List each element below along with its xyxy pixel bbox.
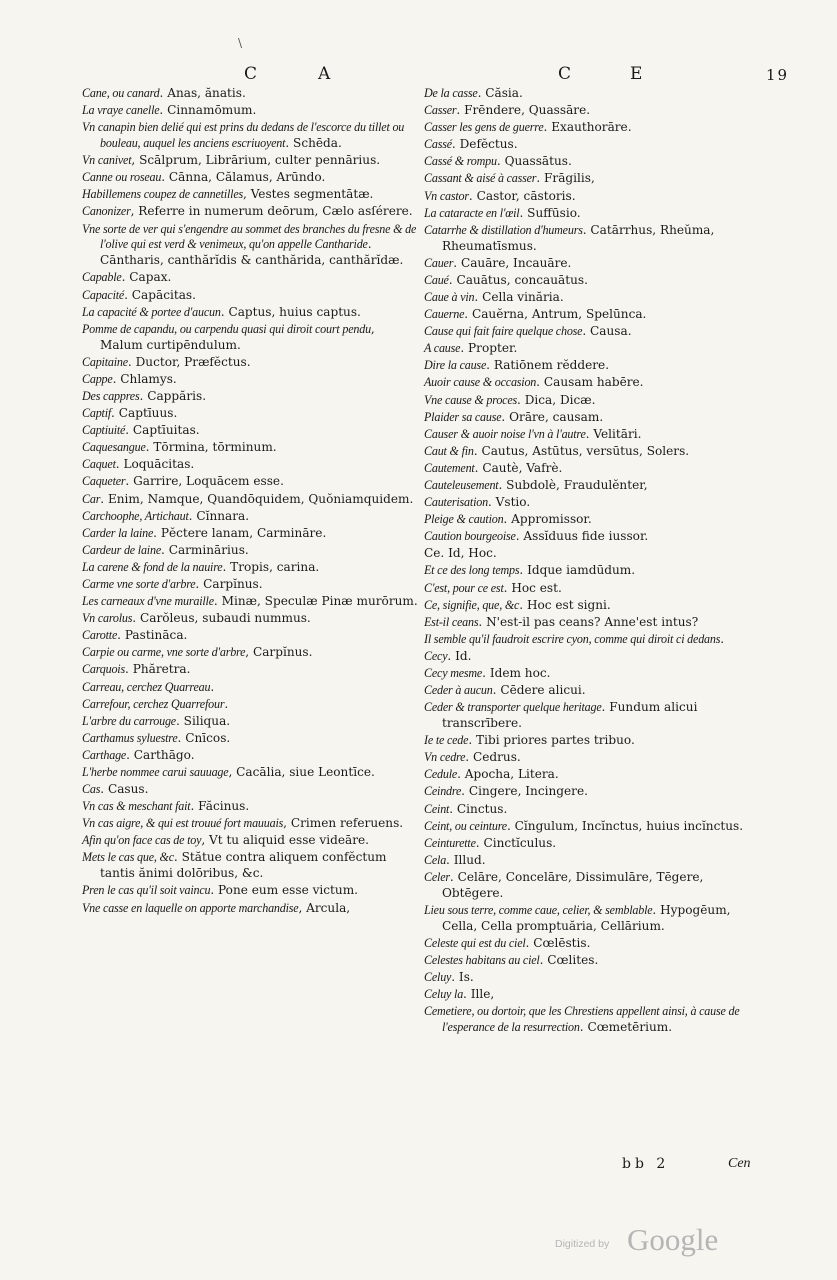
dictionary-entry: Cauterisation. Vstio. (424, 495, 531, 510)
header-letter: C (244, 64, 260, 84)
dictionary-entry: De la casse. Căsia. (424, 86, 523, 100)
latin-gloss: . Stătue contra aliquem confĕctum tantis ănimi dolōribus, &c. (100, 850, 387, 881)
french-term: Celuy la (424, 987, 464, 1002)
french-term: Vn carolus (82, 611, 133, 626)
french-term: Carthage (82, 747, 127, 762)
latin-gloss: Captus, huius captus. (228, 304, 361, 319)
watermark-prefix: Digitized by (555, 1238, 610, 1250)
dictionary-entry: Cassant & aisé à casser. Frāgilis, (424, 171, 595, 186)
latin-gloss: . (720, 631, 725, 646)
latin-gloss: Tibi priores partes tribuo. (476, 733, 635, 748)
dictionary-entry: Est-il ceans. N'est-il pas ceans? Anne'est intus? (424, 614, 699, 629)
french-term: Capitaine (82, 354, 128, 369)
latin-gloss: Id. (455, 648, 472, 663)
latin-gloss: Idque iamdūdum. (527, 563, 636, 578)
dictionary-entry: Ceder & transporter quelque heritage. Fundum alicui transcrībere. (424, 700, 698, 731)
catchword: Cen (728, 1156, 751, 1171)
french-term: Des cappres (82, 388, 140, 403)
french-term: Vne casse en laquelle on apporte marchandise (82, 900, 299, 915)
latin-gloss: Căsia. (485, 86, 523, 100)
french-term: Vn cas & meschant fait (82, 799, 191, 814)
latin-gloss: Captīuus. (118, 406, 178, 421)
latin-gloss: Tōrmina, tōrminum. (153, 440, 277, 455)
latin-gloss: Carthāgo. (133, 747, 195, 762)
french-term: Caué (424, 272, 449, 287)
dictionary-entry: La vraye canelle. Cinnamōmum. (82, 103, 257, 118)
dictionary-entry: Les carneaux d'vne muraille. Minæ, Speculæ Pinæ murōrum. (82, 594, 418, 609)
latin-gloss: Cĭngulum, Incĭnctus, huius incĭnctus. (514, 818, 744, 833)
french-term: Cassé (424, 137, 452, 152)
dictionary-entry: Ceint, ou ceinture. Cĭngulum, Incĭnctus, huius incĭnctus. (424, 818, 744, 833)
dictionary-entry: Canne ou roseau. Cānna, Călamus, Arūndo. (82, 170, 326, 185)
dictionary-entry: Celer. Celāre, Concelāre, Dissimulāre, Tēgere, Obtēgere. (424, 869, 704, 900)
page-number: 19 (766, 66, 790, 84)
french-term: Habillemens coupez de cannetilles (82, 187, 243, 202)
dictionary-entry: Dire la cause. Ratiōnem rĕddere. (424, 358, 610, 373)
french-term: Carchoophe, Artichaut (82, 508, 189, 523)
google-watermark (555, 1222, 755, 1262)
left-column (82, 86, 420, 918)
latin-gloss: Cinnamōmum. (167, 103, 257, 118)
dictionary-entry: Ie te cede. Tibi priores partes tribuo. (424, 733, 635, 748)
french-term: Et ce des long temps (424, 563, 520, 578)
french-term: Carder la laine (82, 525, 154, 540)
latin-gloss: Schēda. (293, 136, 342, 151)
french-term: Captif (82, 406, 112, 421)
french-term: La cataracte en l'œil (424, 205, 520, 220)
dictionary-entry: Carder la laine. Pĕctere lanam, Carmināre. (82, 525, 327, 540)
french-term: L'herbe nommee carui sauuage (82, 765, 229, 779)
dictionary-entry: Carquois. Phăretra. (82, 662, 191, 677)
dictionary-entry (82, 850, 420, 882)
french-term: Canne ou roseau (82, 170, 162, 185)
latin-gloss: Siliqua. (183, 713, 231, 728)
dictionary-entry: Caué. Cauātus, concauātus. (424, 272, 588, 287)
latin-gloss: Ce. Id, Hoc. (424, 546, 497, 561)
latin-gloss: Ratiōnem rĕddere. (493, 358, 610, 373)
latin-gloss: Appromissor. (511, 512, 592, 527)
french-term: Ceder & transporter quelque heritage (424, 700, 602, 715)
dictionary-entry (82, 765, 420, 781)
dictionary-entry: Celestes habitans au ciel. Cœlites. (424, 953, 599, 968)
dictionary-entry: Caution bourgeoise. Assĭduus fide iussor. (424, 529, 649, 544)
latin-gloss: Celāre, Concelāre, Dissimulāre, Tēgere, Obtēgere. (442, 869, 704, 900)
latin-gloss: Cautus, Astūtus, versūtus, Solers. (481, 443, 690, 458)
latin-gloss: Causa. (590, 324, 632, 339)
french-term: Caquesangue (82, 440, 146, 455)
dictionary-entry: Carchoophe, Artichaut. Cĭnnara. (82, 508, 250, 523)
dictionary-entry: Caue à vin. Cella vinăria. (424, 289, 564, 304)
dictionary-entry: Cedule. Apocha, Litera. (424, 767, 559, 782)
french-term: Casser (424, 103, 457, 118)
latin-gloss: Idem hoc. (489, 666, 551, 680)
dictionary-entry: A cause. Propter. (424, 341, 518, 356)
french-term: Causer & auoir noise l'vn à l'autre (424, 426, 586, 441)
french-term: Pleige & caution (424, 512, 504, 527)
french-term: L'arbre du carrouge (82, 713, 176, 728)
french-term: Est-il ceans (424, 614, 479, 629)
french-term: Cecy mesme (424, 666, 483, 680)
dictionary-entry (424, 120, 762, 136)
dictionary-entry (82, 153, 420, 169)
latin-gloss: Apocha, Litera. (464, 767, 559, 782)
french-term: Capacité (82, 287, 125, 302)
latin-gloss: Causam habēre. (543, 375, 644, 390)
dictionary-entry: Capable. Capax. (82, 270, 172, 285)
french-term: Caution bourgeoise (424, 529, 516, 544)
french-term: Cas (82, 782, 101, 797)
latin-gloss: Ille, (470, 987, 495, 1002)
latin-gloss: Quassātus. (504, 154, 572, 169)
latin-gloss: Pastināca. (124, 628, 188, 643)
french-term: La carene & fond de la nauire (82, 559, 223, 574)
latin-gloss: Cappăris. (147, 388, 207, 403)
french-term: Cauerne (424, 307, 465, 322)
latin-gloss: Capax. (129, 270, 172, 285)
french-term: Carme vne sorte d'arbre (82, 576, 196, 591)
latin-gloss: Cauātus, concauātus. (456, 272, 588, 287)
french-term: Celestes habitans au ciel (424, 953, 540, 968)
latin-gloss: , Scālprum, Librārium, culter pennārius. (131, 153, 381, 168)
dictionary-entry: Cappe. Chlamys. (82, 371, 177, 386)
header-letter: E (630, 64, 645, 84)
french-term: Cauterisation (424, 495, 488, 510)
dictionary-entry (82, 816, 420, 832)
dictionary-entry: Cardeur de laine. Carminārius. (82, 542, 249, 557)
dictionary-entry (82, 697, 420, 713)
latin-gloss: Făcinus. (198, 799, 250, 814)
french-term: Les carneaux d'vne muraille (82, 594, 214, 609)
latin-gloss: Carpĭnus. (203, 576, 263, 591)
french-term: Catarrhe & distillation d'humeurs (424, 222, 583, 237)
latin-gloss: Suffūsio. (527, 205, 581, 220)
dictionary-entry: Cauer. Cauāre, Incauāre. (424, 255, 572, 270)
dictionary-entry (82, 204, 420, 220)
french-term: La vraye canelle (82, 103, 160, 118)
latin-gloss: Cēdere alicui. (500, 683, 586, 698)
dictionary-entry: Cemetiere, ou dortoir, que les Chrestiens appellent ainsi, à cause de l'esperance de la resurrection. Cœmetērium. (424, 1004, 740, 1035)
latin-gloss: . (224, 696, 229, 711)
dictionary-entry: La carene & fond de la nauire. Tropis, carina. (82, 559, 320, 574)
french-term: Cecy (424, 648, 448, 663)
latin-gloss: Carŏleus, subaudi nummus. (140, 611, 311, 626)
latin-gloss: Cānna, Călamus, Arūndo. (168, 170, 326, 185)
dictionary-entry (82, 322, 420, 354)
dictionary-entry: Vn castor. Castor, cāstoris. (424, 188, 576, 203)
french-term: Carreau, cerchez Quarreau (82, 679, 211, 694)
dictionary-entry: Casser. Frēndere, Quassāre. (424, 103, 591, 118)
dictionary-entry: Vne cause & proces. Dica, Dicæ. (424, 392, 596, 407)
dictionary-entry: Capacité. Capācitas. (82, 287, 196, 302)
french-term: Ceder à aucun (424, 683, 493, 698)
dictionary-entry: Et ce des long temps. Idque iamdūdum. (424, 563, 636, 578)
dictionary-entry: Cela. Illud. (424, 852, 486, 867)
google-logo: Google (627, 1222, 719, 1257)
dictionary-entry: La cataracte en l'œil. Suffūsio. (424, 205, 581, 220)
french-term: Vn cas aigre, & qui est trouué fort mauuais (82, 816, 284, 831)
french-term: Plaider sa cause (424, 409, 502, 424)
french-term: Mets le cas que, &c (82, 850, 174, 865)
french-term: Casser les gens de guerre (424, 120, 544, 135)
french-term: Carrefour, cerchez Quarrefour (82, 696, 225, 711)
french-term: Carotte (82, 628, 118, 643)
french-term: Ceint, ou ceinture (424, 818, 507, 833)
dictionary-entry: Vn carolus. Carŏleus, subaudi nummus. (82, 611, 311, 626)
latin-gloss: Cœlēstis. (533, 935, 591, 950)
latin-gloss: Dica, Dicæ. (524, 392, 596, 407)
french-term: Cautement (424, 460, 475, 475)
french-term: Celuy (424, 970, 452, 985)
french-term: Ceint (424, 801, 450, 816)
french-term: Ie te cede (424, 733, 469, 748)
latin-gloss: Cinctus. (456, 801, 508, 816)
french-term: Canonizer (82, 204, 131, 219)
right-column (424, 86, 762, 1037)
latin-gloss: Vstio. (495, 495, 531, 510)
dictionary-entry: Plaider sa cause. Orāre, causam. (424, 409, 604, 424)
latin-gloss: Propter. (468, 341, 518, 356)
latin-gloss: Garrire, Loquācem esse. (133, 474, 284, 489)
latin-gloss: Pĕctere lanam, Carmināre. (160, 525, 327, 540)
french-term: C'est, pour ce est (424, 580, 504, 595)
signature-mark: bb 2 (622, 1156, 670, 1172)
latin-gloss: Cella vinăria. (482, 289, 564, 304)
dictionary-entry: Vne sorte de ver qui s'engendre au sommet des branches du fresne & de l'olive qui est verd & venimeux, qu'on appelle Cantharide. Cāntharis, canthărĭdis & canthărida, canthărĭdæ. (82, 221, 417, 268)
latin-gloss: Cœmetērium. (587, 1020, 673, 1035)
dictionary-entry: Ceinturette. Cinctĭculus. (424, 835, 557, 850)
french-term: Cappe (82, 371, 113, 386)
latin-gloss: Orāre, causam. (509, 409, 604, 424)
latin-gloss: . Pone eum esse victum. (210, 883, 359, 898)
latin-gloss: Cœlites. (547, 953, 599, 968)
french-term: Cauteleusement (424, 477, 499, 492)
header-letter: A (318, 64, 333, 84)
latin-gloss: Hypogēum, Cella, Cella promptuăria, Cellārium. (442, 902, 731, 933)
running-header (0, 64, 837, 86)
dictionary-entry: Captiuité. Captīuitas. (82, 423, 200, 438)
dictionary-entry: L'arbre du carrouge. Siliqua. (82, 713, 231, 728)
latin-gloss: , Vt tu aliquid esse videāre. (201, 833, 370, 848)
dictionary-entry: Celuy la. Ille, (424, 987, 495, 1002)
dictionary-entry: Caqueter. Garrire, Loquācem esse. (82, 474, 284, 489)
header-letter: C (558, 64, 574, 84)
french-term: Ce, signifie, que, &c (424, 597, 520, 612)
latin-gloss: Frēndere, Quassāre. (464, 103, 591, 118)
latin-gloss: Cedrus. (472, 750, 521, 765)
latin-gloss: Cinctĭculus. (483, 835, 557, 850)
dictionary-entry: Celeste qui est du ciel. Cœlēstis. (424, 935, 591, 950)
french-term: Ceindre (424, 784, 462, 799)
dictionary-entry: Carme vne sorte d'arbre. Carpĭnus. (82, 576, 263, 591)
latin-gloss: , Carpĭnus. (245, 645, 313, 660)
latin-gloss: . Exauthorāre. (543, 120, 632, 135)
latin-gloss: , Crimen referuens. (283, 816, 404, 831)
page-mark: \ (238, 36, 243, 50)
french-term: Cauer (424, 255, 454, 270)
latin-gloss: Cāntharis, canthărĭdis & canthărida, canthărĭdæ. (100, 253, 404, 268)
french-term: Ceinturette (424, 835, 476, 850)
dictionary-entry: Pleige & caution. Appromissor. (424, 512, 592, 527)
french-term: Caue à vin (424, 289, 475, 304)
dictionary-entry: Cassé. Defĕctus. (424, 137, 518, 152)
dictionary-entry: Des cappres. Cappăris. (82, 388, 207, 403)
latin-gloss: Minæ, Speculæ Pinæ murōrum. (221, 594, 418, 609)
latin-gloss: Cautè, Vafrè. (482, 460, 563, 475)
french-term: Vn canivet (82, 153, 132, 168)
french-term: Caqueter (82, 474, 126, 489)
dictionary-entry: Capitaine. Ductor, Præfĕctus. (82, 354, 251, 369)
latin-gloss: Loquācitas. (123, 457, 195, 472)
dictionary-entry: Vn cedre. Cedrus. (424, 750, 521, 765)
dictionary-entry (82, 901, 420, 917)
latin-gloss: Anas, ănatis. (167, 86, 246, 100)
dictionary-entry: Cassé & rompu. Quassātus. (424, 154, 572, 169)
latin-gloss: Casus. (107, 782, 149, 797)
dictionary-entry: Ceint. Cinctus. (424, 801, 508, 816)
page-footer (0, 1156, 837, 1178)
french-term: Vne sorte de ver qui s'engendre au sommet des branches du fresne & de l'olive qui est verd & venimeux, qu'on appelle Cantharide (82, 221, 417, 252)
dictionary-entry: Caquet. Loquācitas. (82, 457, 195, 472)
dictionary-entry: Auoir cause & occasion. Causam habēre. (424, 375, 644, 390)
latin-gloss: Captīuitas. (132, 423, 200, 438)
latin-gloss: Cnīcos. (185, 730, 231, 745)
french-term: Celer (424, 869, 450, 884)
latin-gloss: Cauāre, Incauāre. (460, 255, 572, 270)
dictionary-entry: Caut & fin. Cautus, Astūtus, versūtus, Solers. (424, 443, 690, 458)
french-term: Caquet (82, 457, 116, 472)
french-term: A cause (424, 341, 461, 356)
dictionary-entry: Cas. Casus. (82, 782, 149, 797)
latin-gloss: . (210, 679, 215, 694)
latin-gloss: Frāgilis, (544, 171, 595, 186)
dictionary-entry: C'est, pour ce est. Hoc est. (424, 580, 562, 595)
latin-gloss: Hoc est. (511, 580, 562, 595)
french-term: Captiuité (82, 423, 126, 438)
latin-gloss: , Referre in numerum deōrum, Cælo asſérere. (130, 204, 413, 219)
dictionary-entry (82, 833, 420, 849)
dictionary-entry: Cauerne. Cauĕrna, Antrum, Spelūnca. (424, 307, 647, 322)
french-term: La capacité & portee d'aucun (82, 304, 221, 319)
latin-gloss: Ductor, Præfĕctus. (135, 354, 251, 369)
latin-gloss: N'est-il pas ceans? Anne'est intus? (486, 614, 699, 629)
dictionary-entry: Cause qui fait faire quelque chose. Causa. (424, 324, 632, 339)
dictionary-entry (424, 223, 762, 255)
latin-gloss: Hoc est signi. (526, 597, 611, 612)
dictionary-entry: Cautement. Cautè, Vafrè. (424, 460, 563, 475)
french-term: Capable (82, 270, 122, 285)
french-term: Pomme de capandu, ou carpendu quasi qui diroit court pendu (82, 321, 371, 336)
latin-gloss: Illud. (453, 852, 486, 867)
french-term: Cardeur de laine (82, 542, 161, 557)
latin-gloss: Assĭduus fide iussor. (523, 529, 649, 544)
dictionary-entry: Causer & auoir noise l'vn à l'autre. Velitāri. (424, 426, 642, 441)
dictionary-entry (82, 883, 420, 899)
dictionary-entry (424, 546, 762, 562)
latin-gloss: , Cacālia, siue Leontīce. (228, 765, 375, 779)
latin-gloss: Subdolè, Fraudulĕnter, (506, 477, 648, 492)
latin-gloss: , Arcula, (298, 900, 351, 915)
latin-gloss: . Catārrhus, Rheŭma, Rheumatīsmus. (442, 222, 715, 253)
dictionary-entry: Ceder à aucun. Cēdere alicui. (424, 683, 586, 698)
french-term: Cassant & aisé à casser (424, 171, 537, 186)
dictionary-entry: Ceindre. Cingere, Incingere. (424, 784, 588, 799)
french-term: Vn cedre (424, 750, 466, 765)
dictionary-entry: Cecy. Id. (424, 648, 472, 663)
french-term: Il semble qu'il faudroit escrire cyon, comme qui diroit ci dedans (424, 631, 721, 646)
french-term: Cause qui fait faire quelque chose (424, 324, 583, 339)
latin-gloss: Chlamys. (120, 371, 177, 386)
latin-gloss: Tropis, carina. (230, 559, 320, 574)
dictionary-entry: Cane, ou canard. Anas, ănatis. (82, 86, 246, 100)
latin-gloss: Velitāri. (593, 426, 642, 441)
dictionary-entry: Lieu sous terre, comme caue, celier, & semblable. Hypogēum, Cella, Cella promptuăria, Cellārium. (424, 902, 731, 933)
dictionary-entry: Carotte. Pastināca. (82, 628, 188, 643)
latin-gloss: , Malum curtipēndulum. (100, 321, 375, 352)
latin-gloss: Capācitas. (131, 287, 196, 302)
french-term: Cela (424, 852, 447, 867)
dictionary-entry: Car. Enim, Namque, Quandōquidem, Quŏniamquidem. (82, 491, 414, 506)
french-term: Auoir cause & occasion (424, 375, 537, 390)
latin-gloss: , Vestes segmentātæ. (243, 187, 374, 202)
dictionary-entry: Cauteleusement. Subdolè, Fraudulĕnter, (424, 477, 648, 492)
french-term: Carpie ou carme, vne sorte d'arbre (82, 645, 246, 660)
french-term: Celeste qui est du ciel (424, 935, 526, 950)
french-term: Pren le cas qu'il soit vaincu (82, 883, 211, 898)
latin-gloss: Defĕctus. (459, 137, 518, 152)
dictionary-entry (82, 645, 420, 661)
dictionary-entry: La capacité & portee d'aucun. Captus, huius captus. (82, 304, 361, 319)
french-term: Carquois (82, 662, 125, 677)
dictionary-entry: Cecy mesme. Idem hoc. (424, 666, 551, 680)
french-term: De la casse (424, 86, 478, 100)
latin-gloss: Is. (458, 970, 474, 985)
french-term: Cane, ou canard (82, 86, 160, 100)
dictionary-entry (82, 680, 420, 696)
latin-gloss: Castor, cāstoris. (476, 188, 576, 203)
french-term: Lieu sous terre, comme caue, celier, & semblable (424, 902, 653, 917)
dictionary-entry: Ce, signifie, que, &c. Hoc est signi. (424, 597, 611, 612)
latin-gloss: Cingere, Incingere. (468, 784, 588, 799)
latin-gloss: Cĭnnara. (196, 508, 250, 523)
french-term: Cassé & rompu (424, 154, 497, 169)
dictionary-entry: Captif. Captīuus. (82, 406, 178, 421)
dictionary-entry: Caquesangue. Tōrmina, tōrminum. (82, 440, 277, 455)
dictionary-entry: Vn cas & meschant fait. Făcinus. (82, 799, 250, 814)
dictionary-entry: Carthamus syluestre. Cnīcos. (82, 730, 231, 745)
latin-gloss: Carminārius. (168, 542, 249, 557)
french-term: Cedule (424, 767, 458, 782)
french-term: Cemetiere, ou dortoir, que les Chrestiens appellent ainsi, à cause de l'esperance de la resurrection (424, 1004, 740, 1035)
dictionary-entry (82, 187, 420, 203)
french-term: Dire la cause (424, 358, 487, 373)
french-term: Vn castor (424, 188, 469, 203)
french-term: Car (82, 491, 101, 506)
french-term: Vne cause & proces (424, 392, 518, 407)
dictionary-entry: Celuy. Is. (424, 970, 474, 985)
french-term: Vn canapin bien delié qui est prins du dedans de l'escorce du tillet ou bouleau, auquel les anciens escriuoyent (82, 120, 405, 151)
latin-gloss: Enim, Namque, Quandōquidem, Quŏniamquidem. (107, 491, 414, 506)
latin-gloss: Phăretra. (132, 662, 191, 677)
dictionary-entry (424, 632, 762, 648)
latin-gloss: Cauĕrna, Antrum, Spelūnca. (471, 307, 647, 322)
dictionary-entry: Carthage. Carthāgo. (82, 747, 195, 762)
latin-gloss: Fundum alicui transcrībere. (442, 700, 698, 731)
french-term: Carthamus syluestre (82, 730, 178, 745)
french-term: Afin qu'on face cas de toy (82, 833, 202, 848)
dictionary-entry: Vn canapin bien delié qui est prins du dedans de l'escorce du tillet ou bouleau, auquel les anciens escriuoyent. Schēda. (82, 120, 405, 151)
french-term: Caut & fin (424, 443, 474, 458)
